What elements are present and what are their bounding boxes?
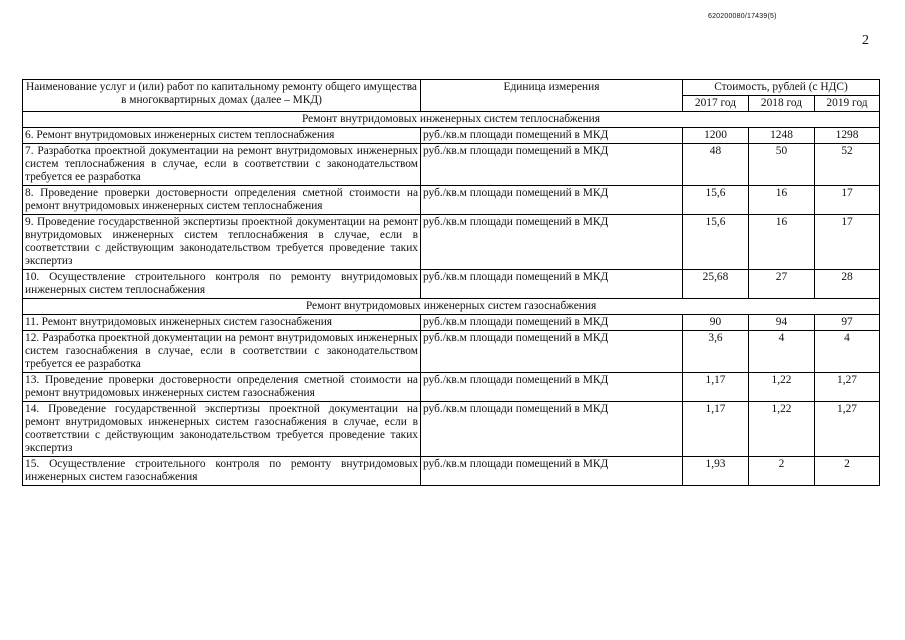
value-2018: 1,22 (749, 402, 815, 457)
row-unit: руб./кв.м площади помещений в МКД (421, 373, 683, 402)
header-year-2017: 2017 год (683, 96, 749, 112)
value-2019: 17 (815, 186, 880, 215)
row-unit: руб./кв.м площади помещений в МКД (421, 215, 683, 270)
row-unit: руб./кв.м площади помещений в МКД (421, 144, 683, 186)
row-name: 10. Осуществление строительного контроля по ремонту внутридомовых инженерных систем теплоснабжения (23, 270, 421, 299)
row-unit: руб./кв.м площади помещений в МКД (421, 457, 683, 486)
value-2017: 15,6 (683, 215, 749, 270)
document-id: 620200080/17439(5) (708, 13, 777, 20)
value-2018: 50 (749, 144, 815, 186)
value-2019: 4 (815, 331, 880, 373)
value-2017: 1200 (683, 128, 749, 144)
row-unit: руб./кв.м площади помещений в МКД (421, 315, 683, 331)
value-2017: 1,17 (683, 373, 749, 402)
header-cost: Стоимость, рублей (с НДС) (683, 80, 880, 96)
cost-table (22, 79, 880, 486)
value-2019: 2 (815, 457, 880, 486)
value-2017: 15,6 (683, 186, 749, 215)
value-2018: 16 (749, 215, 815, 270)
table-row (23, 315, 880, 331)
value-2017: 1,17 (683, 402, 749, 457)
row-name: 11. Ремонт внутридомовых инженерных систем газоснабжения (23, 315, 421, 331)
table-row (23, 373, 880, 402)
table-row (23, 331, 880, 373)
value-2019: 97 (815, 315, 880, 331)
value-2019: 28 (815, 270, 880, 299)
row-unit: руб./кв.м площади помещений в МКД (421, 128, 683, 144)
value-2017: 1,93 (683, 457, 749, 486)
table-row (23, 270, 880, 299)
row-name: 9. Проведение государственной экспертизы проектной документации на ремонт внутридомовых инженерных систем теплоснабжения в случае, если в соответствии с действующим законодательством требуется проведение таких экспертиз (23, 215, 421, 270)
value-2017: 48 (683, 144, 749, 186)
table-row (23, 457, 880, 486)
row-unit: руб./кв.м площади помещений в МКД (421, 270, 683, 299)
page-number: 2 (862, 33, 869, 48)
value-2018: 2 (749, 457, 815, 486)
value-2019: 1,27 (815, 402, 880, 457)
value-2017: 90 (683, 315, 749, 331)
table-row (23, 186, 880, 215)
value-2018: 27 (749, 270, 815, 299)
table-row (23, 144, 880, 186)
row-name: 13. Проведение проверки достоверности определения сметной стоимости на ремонт внутридомовых инженерных систем газоснабжения (23, 373, 421, 402)
row-name: 7. Разработка проектной документации на ремонт внутридомовых инженерных систем теплоснабжения в случае, если в соответствии с законодательством требуется ее разработка (23, 144, 421, 186)
value-2018: 4 (749, 331, 815, 373)
table-row (23, 402, 880, 457)
value-2017: 25,68 (683, 270, 749, 299)
value-2019: 1,27 (815, 373, 880, 402)
value-2018: 1,22 (749, 373, 815, 402)
row-unit: руб./кв.м площади помещений в МКД (421, 186, 683, 215)
value-2018: 1248 (749, 128, 815, 144)
header-name: Наименование услуг и (или) работ по капитальному ремонту общего имущества в многоквартирных домах (далее – МКД) (23, 80, 421, 112)
row-name: 15. Осуществление строительного контроля по ремонту внутридомовых инженерных систем газоснабжения (23, 457, 421, 486)
table-row (23, 215, 880, 270)
section-title-gas: Ремонт внутридомовых инженерных систем газоснабжения (23, 299, 880, 315)
row-name: 14. Проведение государственной экспертизы проектной документации на ремонт внутридомовых инженерных систем газоснабжения в случае, если в соответствии с действующим законодательством требуется проведение таких экспертиз (23, 402, 421, 457)
value-2019: 1298 (815, 128, 880, 144)
value-2017: 3,6 (683, 331, 749, 373)
value-2018: 16 (749, 186, 815, 215)
header-year-2019: 2019 год (815, 96, 880, 112)
row-unit: руб./кв.м площади помещений в МКД (421, 331, 683, 373)
value-2019: 52 (815, 144, 880, 186)
row-unit: руб./кв.м площади помещений в МКД (421, 402, 683, 457)
section-title-heating: Ремонт внутридомовых инженерных систем теплоснабжения (23, 112, 880, 128)
header-unit: Единица измерения (421, 80, 683, 112)
header-year-2018: 2018 год (749, 96, 815, 112)
value-2018: 94 (749, 315, 815, 331)
row-name: 6. Ремонт внутридомовых инженерных систем теплоснабжения (23, 128, 421, 144)
value-2019: 17 (815, 215, 880, 270)
table-row (23, 128, 880, 144)
row-name: 12. Разработка проектной документации на ремонт внутридомовых инженерных систем газоснабжения в случае, если в соответствии с законодательством требуется ее разработка (23, 331, 421, 373)
row-name: 8. Проведение проверки достоверности определения сметной стоимости на ремонт внутридомовых инженерных систем теплоснабжения (23, 186, 421, 215)
